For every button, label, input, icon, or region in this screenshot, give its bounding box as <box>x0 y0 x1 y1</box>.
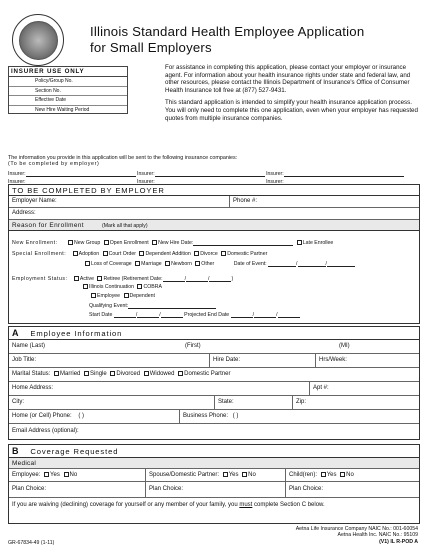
insurer-row-2: Insurer: Insurer: Insurer: <box>8 178 404 185</box>
plan-choice-row <box>9 482 419 498</box>
end-year-input[interactable] <box>278 311 300 318</box>
intro-paragraph-2: This standard application is intended to simplify your health insurance application process. You will only need to complete this one application, even when your employer has requested quotes from multiple insurance companies. <box>165 99 418 122</box>
footer-line-3: (V1) IL R-POD A <box>379 538 418 545</box>
page-title <box>90 24 364 56</box>
adoption-checkbox[interactable] <box>73 251 78 256</box>
spouse-yes-checkbox[interactable] <box>223 472 228 477</box>
spouse-plan-choice-field[interactable]: Plan Choice: <box>149 486 184 492</box>
open-enrollment-checkbox[interactable] <box>104 240 109 245</box>
reason-heading: Reason for Enrollment <box>12 221 84 229</box>
waiving-note: If you are waiving (declining) coverage for yourself or any member of your family, you must complete Section C below. <box>12 502 325 508</box>
employer-section-heading: TO BE COMPLETED BY EMPLOYER <box>9 185 419 196</box>
newborn-checkbox[interactable] <box>165 261 170 266</box>
title-line-1: Illinois Standard Health Employee Application <box>90 24 365 39</box>
marital-row <box>9 368 419 382</box>
widowed-checkbox[interactable] <box>144 371 149 376</box>
divorce-checkbox[interactable] <box>194 251 199 256</box>
late-enrollee-checkbox[interactable] <box>297 240 302 245</box>
dependent-addition-checkbox[interactable] <box>139 251 144 256</box>
intro-text <box>165 64 420 127</box>
job-row <box>9 354 419 368</box>
event-day-input[interactable] <box>298 260 326 267</box>
qualifying-event-row: Qualifying Event: <box>89 302 216 309</box>
effective-date-field: Effective Date <box>9 96 127 106</box>
dependent-checkbox[interactable] <box>124 293 129 298</box>
email-field[interactable]: Email Address (optional): <box>12 428 79 434</box>
reason-heading-row <box>9 220 419 231</box>
dependent-row: Employee Dependent <box>89 293 155 299</box>
email-row <box>9 424 419 440</box>
spouse-no-checkbox[interactable] <box>242 472 247 477</box>
illinois-continuation-checkbox[interactable] <box>83 284 88 289</box>
insurer-use-heading: INSURER USE ONLY <box>9 67 127 77</box>
home-address-field[interactable]: Home Address: <box>12 385 54 391</box>
employer-section <box>8 184 420 324</box>
section-no-field: Section No. <box>9 87 127 97</box>
cobra-checkbox[interactable] <box>137 284 142 289</box>
end-month-input[interactable] <box>231 311 253 318</box>
insurer-input[interactable] <box>155 170 265 177</box>
new-hire-date-input[interactable] <box>193 239 293 246</box>
loss-of-coverage-checkbox[interactable] <box>85 261 90 266</box>
spouse-coverage: Spouse/Domestic Partner: Yes No <box>149 472 256 479</box>
employer-address-field[interactable]: Address: <box>12 210 36 216</box>
special-enrollment-row-2: Loss of Coverage Marriage Newborn Other Date of Event: / / <box>83 260 355 267</box>
hrs-week-field[interactable]: Hrs/Week: <box>319 357 347 363</box>
start-year-input[interactable] <box>161 311 183 318</box>
retire-day-input[interactable] <box>186 275 208 282</box>
retire-month-input[interactable] <box>163 275 185 282</box>
retiree-checkbox[interactable] <box>97 276 102 281</box>
state-field[interactable]: State: <box>218 399 234 405</box>
employee-no-checkbox[interactable] <box>64 472 69 477</box>
special-enrollment-row-1: Special Enrollment: Adoption Court Order Dependent Addition Divorce Domestic Partner <box>12 251 268 257</box>
qualifying-event-input[interactable] <box>128 302 216 309</box>
active-checkbox[interactable] <box>74 276 79 281</box>
start-day-input[interactable] <box>137 311 159 318</box>
middle-initial-field[interactable]: (MI) <box>339 343 350 349</box>
state-seal-logo <box>12 14 64 66</box>
section-b-heading: B Coverage Requested <box>9 445 419 458</box>
employee-checkbox[interactable] <box>91 293 96 298</box>
medical-heading-row <box>9 458 419 469</box>
insurer-use-only-box <box>8 66 128 114</box>
new-group-checkbox[interactable] <box>68 240 73 245</box>
retire-year-input[interactable] <box>209 275 231 282</box>
coverage-yes-no-row <box>9 469 419 482</box>
employment-status-row: Employment Status: Active Retiree (Retirement Date: / / ) <box>12 276 234 282</box>
event-month-input[interactable] <box>268 260 296 267</box>
home-address-row <box>9 382 419 396</box>
phone-row <box>9 410 419 424</box>
children-no-checkbox[interactable] <box>340 472 345 477</box>
zip-field[interactable]: Zip: <box>296 399 307 405</box>
employer-name-field[interactable]: Employer Name: <box>12 198 57 204</box>
footer-line-1: Aetna Life Insurance Company NAIC No.: 001-60054 <box>295 526 418 532</box>
footer-company-info <box>296 526 418 545</box>
waiting-period-field: New Hire Waiting Period <box>35 106 90 113</box>
marital-status-label: Marital Status: Married Single Divorced Widowed Domestic Partner <box>12 371 231 378</box>
reason-note: (Mark all that apply) <box>102 222 148 229</box>
children-yes-checkbox[interactable] <box>321 472 326 477</box>
continuation-row: Illinois Continuation COBRA <box>81 284 162 290</box>
apt-field[interactable]: Apt #: <box>313 385 329 391</box>
court-order-checkbox[interactable] <box>103 251 108 256</box>
marital-domestic-partner-checkbox[interactable] <box>178 371 183 376</box>
intro-paragraph-1: For assistance in completing this application, please contact your employer or insurance agent. For information about your health insurance rights under state and federal law, and other resources, please contact the Illinois Department of Insurance's Office of Consumer Health Insurance toll free at (877) 527-9431. <box>165 64 411 94</box>
medical-label: Medical <box>12 459 37 467</box>
marriage-checkbox[interactable] <box>135 261 140 266</box>
title-line-2: for Small Employers <box>90 40 212 55</box>
married-checkbox[interactable] <box>54 371 59 376</box>
insurer-row-1: Insurer: Insurer: Insurer: <box>8 170 404 177</box>
children-coverage: Child(ren): Yes No <box>289 472 354 479</box>
divorced-checkbox[interactable] <box>110 371 115 376</box>
policy-group-field: Policy/Group No. <box>9 77 127 87</box>
business-phone-field[interactable]: Business Phone: ( ) <box>183 413 239 419</box>
employee-coverage: Employee: Yes No <box>12 472 78 479</box>
info-line-2: (To be completed by employer) <box>8 161 100 168</box>
section-b-coverage-requested <box>8 444 420 524</box>
info-line-1: The information you provide in this application will be sent to the following insurance companies: <box>8 155 238 161</box>
single-checkbox[interactable] <box>84 371 89 376</box>
home-phone-field[interactable]: Home (or Cell) Phone: ( ) <box>12 413 85 419</box>
address-row <box>9 208 419 220</box>
last-name-field[interactable]: Name (Last) <box>12 343 46 349</box>
section-a-heading: A Employee Information <box>9 327 419 340</box>
footer-line-2: Aetna Health Inc. NAIC No.: 95109 <box>337 532 418 539</box>
form-number: GR-67834-49 (1-11) <box>8 540 55 546</box>
city-row <box>9 396 419 410</box>
insurer-input[interactable] <box>284 170 404 177</box>
city-field[interactable]: City: <box>12 399 24 405</box>
employer-phone-field[interactable]: Phone #: <box>233 198 258 204</box>
event-year-input[interactable] <box>327 260 355 267</box>
end-day-input[interactable] <box>254 311 276 318</box>
job-title-field[interactable]: Job Title: <box>12 357 37 363</box>
hire-date-field[interactable]: Hire Date: <box>213 357 241 363</box>
insurer-info-note <box>8 155 237 168</box>
start-month-input[interactable] <box>114 311 136 318</box>
start-end-date-row: Start Date / / Projected End Date / / <box>89 311 300 318</box>
employee-plan-choice-field[interactable]: Plan Choice: <box>12 486 47 492</box>
children-plan-choice-field[interactable]: Plan Choice: <box>289 486 324 492</box>
new-enrollment-row: New Enrollment: New Group Open Enrollment New Hire Date: Late Enrollee <box>12 240 334 246</box>
name-row <box>9 340 419 354</box>
first-name-field[interactable]: (First) <box>185 343 201 349</box>
employer-name-row <box>9 196 419 208</box>
other-checkbox[interactable] <box>195 261 200 266</box>
new-hire-checkbox[interactable] <box>152 240 157 245</box>
section-a-employee-information <box>8 326 420 440</box>
insurer-input[interactable] <box>26 170 136 177</box>
employee-yes-checkbox[interactable] <box>44 472 49 477</box>
domestic-partner-checkbox[interactable] <box>221 251 226 256</box>
